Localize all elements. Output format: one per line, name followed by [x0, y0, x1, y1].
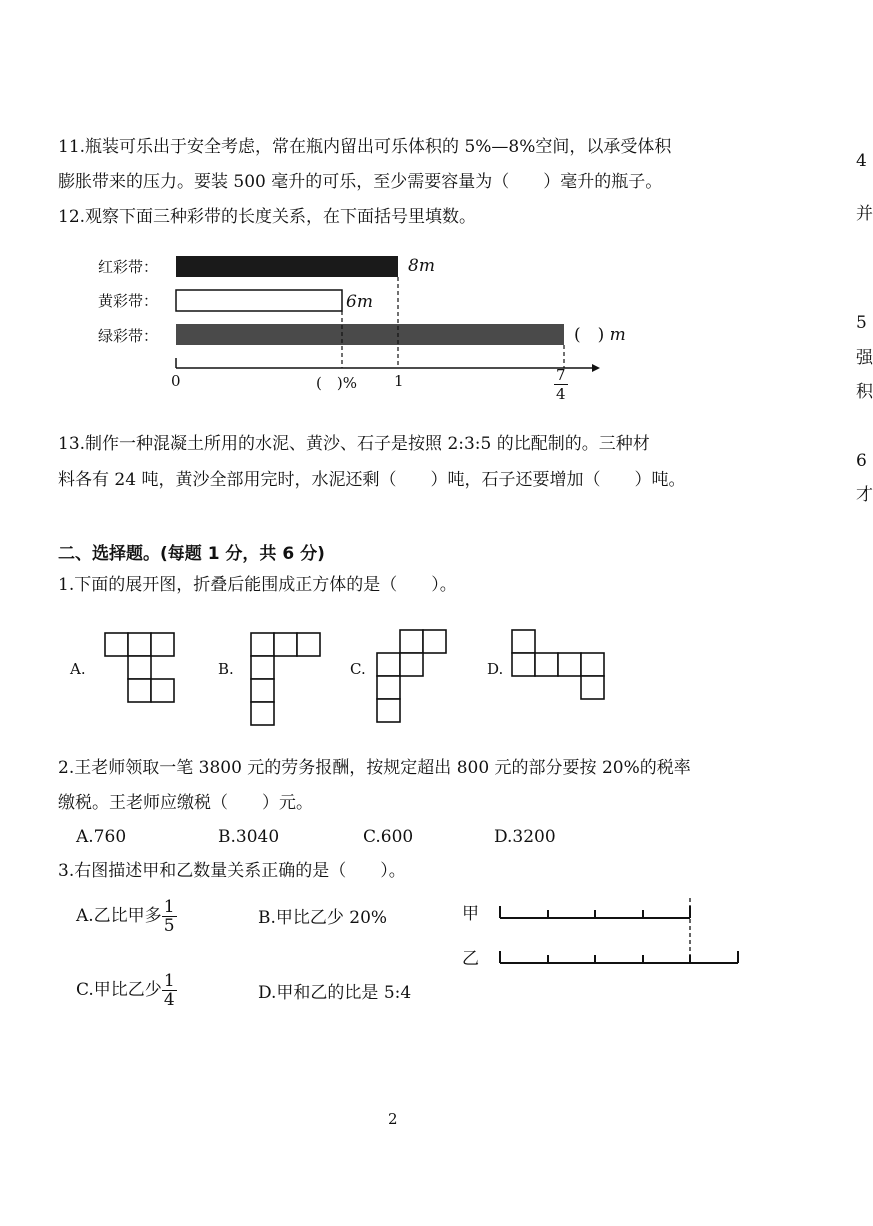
segment-yi — [500, 951, 738, 963]
axis-label-percent: ( )% — [316, 374, 357, 392]
green-ribbon-label: 绿彩带： — [98, 327, 159, 345]
mc2-option-d: D.3200 — [494, 827, 556, 847]
mc1-option-a-label: A. — [70, 660, 86, 678]
mc3-option-c: C.甲比乙少 $\frac{1}{4}$ — [76, 971, 175, 1010]
mc2-option-b: B.3040 — [218, 827, 280, 847]
segment-label-yi: 乙 — [462, 949, 479, 969]
axis-label-one: 1 — [394, 372, 404, 390]
edge-glyph-1: 4 — [856, 151, 867, 171]
mc3-option-a: A.乙比甲多 $\frac{1}{5}$ — [76, 897, 175, 936]
mc2-line2: 缴税。王老师应缴税（ ）元。 — [58, 793, 313, 813]
mc3-prompt: 3.右图描述甲和乙数量关系正确的是（ ）。 — [58, 861, 406, 881]
edge-glyph-6: 6 — [856, 451, 867, 471]
mc1-prompt: 1.下面的展开图，折叠后能围成正方体的是（ ）。 — [58, 575, 457, 595]
edge-glyph-4: 强 — [856, 348, 873, 368]
yellow-ribbon-length: 6m — [346, 292, 373, 312]
mc2-option-c: C.600 — [363, 827, 414, 847]
q12-prompt: 12.观察下面三种彩带的长度关系，在下面括号里填数。 — [58, 207, 477, 227]
mc2-line1: 2.王老师领取一笔 3800 元的劳务报酬，按规定超出 800 元的部分要按 20%的税率 — [58, 758, 691, 778]
mc1-option-b-label: B. — [218, 660, 234, 678]
segment-jia — [500, 906, 690, 918]
edge-glyph-2: 并 — [856, 204, 873, 224]
red-ribbon-length: 8m — [408, 256, 435, 276]
mc3-option-d: D.甲和乙的比是 5:4 — [258, 983, 412, 1003]
q13-line1: 13.制作一种混凝土所用的水泥、黄沙、石子是按照 2:3:5 的比配制的。三种材 — [58, 434, 650, 454]
q13-line2: 料各有 24 吨，黄沙全部用完时，水泥还剩（ ）吨，石子还要增加（ ）吨。 — [58, 470, 686, 490]
edge-glyph-7: 才 — [856, 485, 873, 505]
edge-glyph-3: 5 — [856, 313, 867, 333]
mc1-option-c-label: C. — [350, 660, 366, 678]
yellow-ribbon-label: 黄彩带： — [98, 292, 159, 310]
mc2-option-a: A.760 — [76, 827, 127, 847]
axis-label-zero: 0 — [171, 372, 181, 390]
red-ribbon-label: 红彩带： — [98, 258, 159, 276]
q11-line2: 膨胀带来的压力。要装 500 毫升的可乐，至少需要容量为（ ）毫升的瓶子。 — [58, 172, 663, 192]
edge-glyph-5: 积 — [856, 382, 873, 402]
mc3-option-b: B.甲比乙少 20% — [258, 908, 388, 928]
green-ribbon-length: ( ) m — [574, 325, 626, 345]
segment-label-jia: 甲 — [462, 904, 479, 924]
section-title: 二、选择题。(每题 1 分，共 6 分) — [58, 544, 325, 564]
q11-line1: 11.瓶装可乐出于安全考虑，常在瓶内留出可乐体积的 5%—8%空间，以承受体积 — [58, 137, 672, 157]
mc1-option-d-label: D. — [487, 660, 504, 678]
axis-label-fraction: $\frac{7}{4}$ — [556, 366, 566, 403]
page-number: 2 — [388, 1110, 398, 1128]
